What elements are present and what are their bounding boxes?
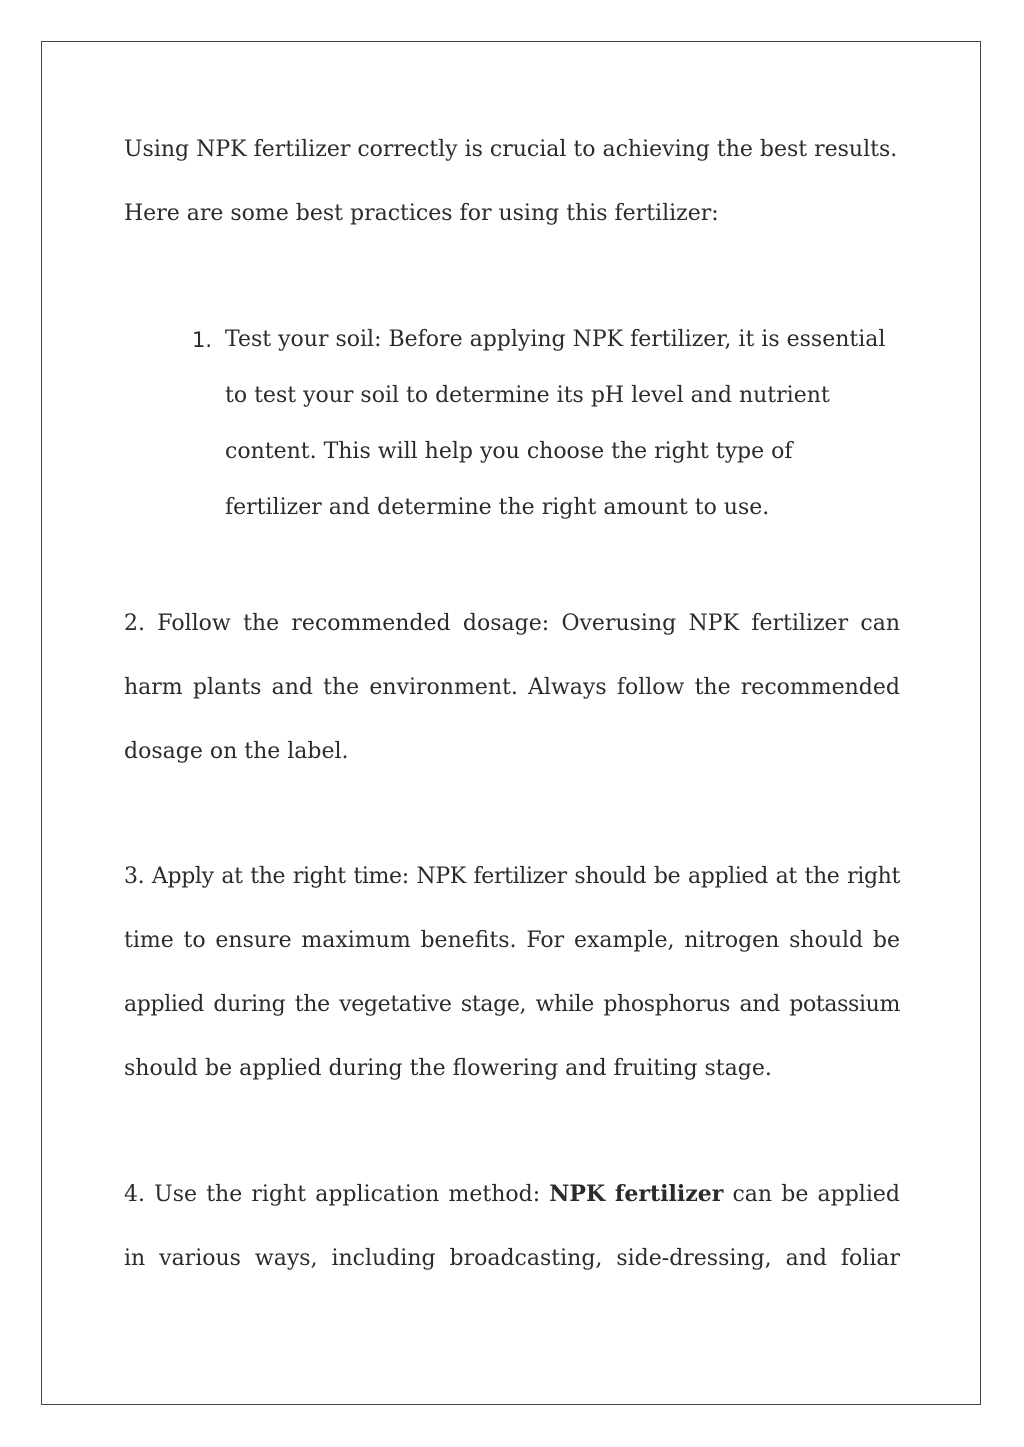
list-item-4-line-1 [124,1162,900,1227]
list-item-1-line-2: to test your soil to determine its pH level and nutrient [225,383,830,408]
list-item-3-line-4: should be applied during the flowering and fruiting stage. [124,1056,772,1081]
list-item-1-number: 1. [192,328,213,352]
intro-line-2: Here are some best practices for using this fertilizer: [124,201,719,226]
list-item-2-line-1: 2. Follow the recommended dosage: Overusing NPK fertilizer can [124,611,900,636]
list-item-3-line-3: applied during the vegetative stage, while phosphorus and potassium [124,992,900,1017]
list-item-4-line-2: in various ways, including broadcasting, side-dressing, and foliar [124,1246,900,1271]
list-item-3-line-1: 3. Apply at the right time: NPK fertilizer should be applied at the right [124,864,900,889]
list-item-1-line-3: content. This will help you choose the right type of [225,439,793,464]
list-item-1-text [225,312,905,536]
list-item-2 [124,592,900,784]
list-item-4-text-after: can be applied [732,1182,900,1207]
intro-paragraph [124,118,900,246]
list-item-1-line-4: fertilizer and determine the right amount to use. [225,495,770,520]
list-item-2-line-2: harm plants and the environment. Always follow the recommended [124,675,900,700]
list-item-2-line-3: dosage on the label. [124,739,349,764]
list-item-3-line-2: time to ensure maximum benefits. For example, nitrogen should be [124,928,900,953]
list-item-4-text-before: 4. Use the right application method: [124,1182,541,1207]
npk-fertilizer-bold-text: NPK fertilizer [549,1181,724,1207]
list-item-1-line-1: Test your soil: Before applying NPK fertilizer, it is essential [225,327,886,352]
intro-line-1: Using NPK fertilizer correctly is crucial to achieving the best results. [124,137,898,162]
list-item-4 [124,1162,900,1291]
list-item-3 [124,845,900,1101]
